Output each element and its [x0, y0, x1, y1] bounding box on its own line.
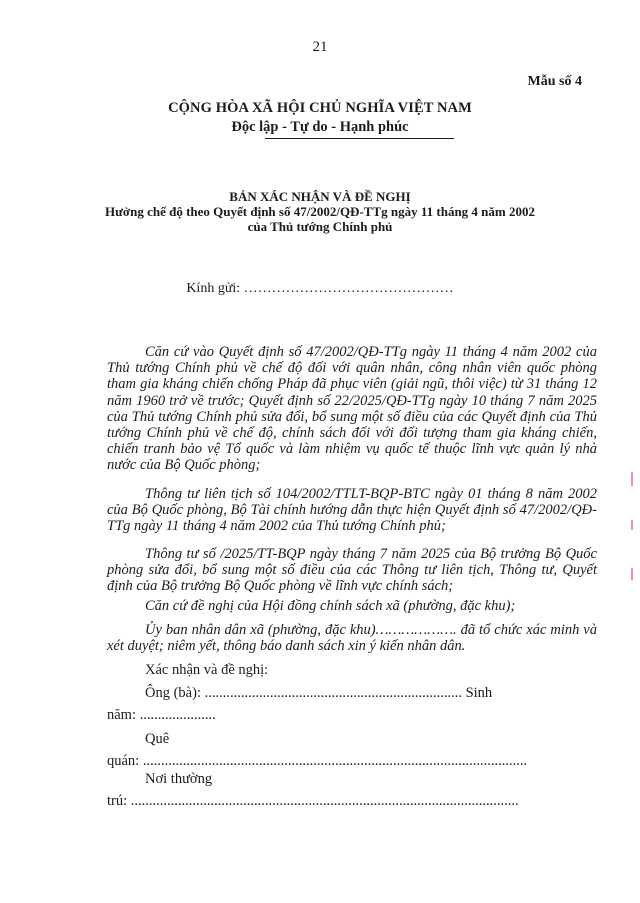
paragraph-verification: Ủy ban nhân dân xã (phường, đặc khu)………………. đã tổ chức xác minh và xét duyệt; niêm yết, thông báo danh sách xin ý kiến nhân dân. [107, 622, 597, 655]
paragraph-legal-basis-2: Thông tư liên tịch số 104/2002/TTLT-BQP-BTC ngày 01 tháng 8 năm 2002 của Bộ Quốc phòng, Bộ Tài chính hướng dẫn thực hiện Quyết định số 47/2002/QĐ-TTg ngày 11 tháng 4 năm 2002 của Thủ tướng Chính phủ; [107, 486, 597, 535]
residence-field-line: trú: ........................................................................................................... [107, 793, 519, 809]
scan-edge-mark [631, 520, 633, 530]
birth-year-field-line: năm: ..................... [107, 707, 216, 723]
national-motto: Độc lập - Tự do - Hạnh phúc [231, 119, 409, 135]
document-subtitle: Hưởng chế độ theo Quyết định số 47/2002/QĐ-TTg ngày 11 tháng 4 năm 2002 [105, 204, 535, 219]
confirm-label: Xác nhận và đề nghị: [145, 662, 269, 678]
form-number: Mẫu số 4 [527, 74, 582, 89]
national-title: CỘNG HÒA XÃ HỘI CHỦ NGHĨA VIỆT NAM [168, 100, 472, 116]
name-field-line: Ông (bà): ....................................................................... Sinh [145, 685, 493, 701]
scan-edge-mark [631, 568, 633, 580]
hometown-field-line: quán: .......................................................................................................... [107, 753, 528, 769]
document-title: BẢN XÁC NHẬN VÀ ĐỀ NGHỊ [229, 189, 411, 204]
paragraph-legal-basis-1: Căn cứ vào Quyết định số 47/2002/QĐ-TTg ngày 11 tháng 4 năm 2002 của Thủ tướng Chính phủ về chế độ đối với quân nhân, công nhân viên quốc phòng tham gia kháng chiến chống Pháp đã phục viên (giải ngũ, thôi việc) từ 31 tháng 12 năm 1960 trở về trước; Quyết định số 22/2025/QĐ-TTg ngày 10 tháng 7 năm 2025 của Thủ tướng Chính phủ sửa đổi, bổ sung một số điều của các Quyết định của Thủ tướng Chính phủ về chế độ, chính sách đối với đối tượng tham gia kháng chiến, chiến tranh bảo vệ Tổ quốc và làm nhiệm vụ quốc tế thuộc lĩnh vực quản lý nhà nước của Bộ Quốc phòng; [107, 344, 597, 474]
residence-label: Nơi thường [145, 771, 213, 787]
greeting-line: Kính gửi: ……………………………………… [186, 281, 454, 296]
motto-underline [265, 138, 454, 139]
paragraph-proposal-basis: Căn cứ đề nghị của Hội đồng chính sách xã (phường, đặc khu); [145, 598, 516, 614]
paragraph-legal-basis-3: Thông tư số /2025/TT-BQP ngày tháng 7 năm 2025 của Bộ trưởng Bộ Quốc phòng sửa đổi, bổ sung một số điều của các Thông tư liên tịch, Thông tư, Quyết định của Bộ trưởng Bộ Quốc phòng về lĩnh vực chính sách; [107, 546, 597, 595]
document-subtitle-2: của Thủ tướng Chính phủ [247, 219, 393, 234]
page-number: 21 [312, 39, 328, 55]
scan-edge-mark [631, 472, 633, 486]
hometown-label: Quê [145, 731, 170, 747]
